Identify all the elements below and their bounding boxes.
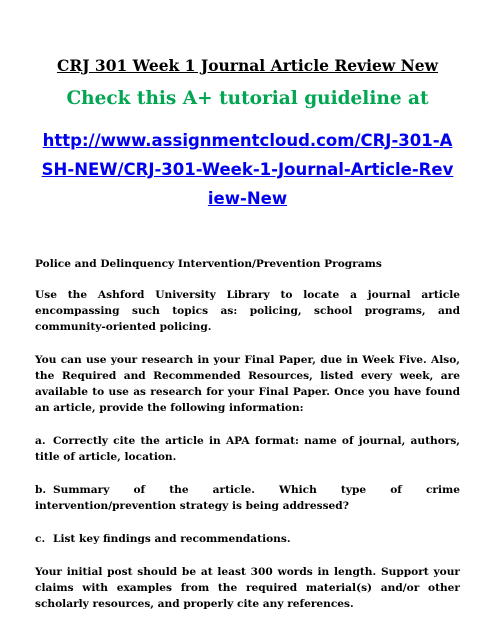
list-item-c — [35, 531, 460, 547]
list-item-c-letter: c. — [35, 533, 46, 545]
research-paragraph: You can use your research in your Final Paper, due in Week Five. Also, the Required and Recommended Resources, listed every week, are available to use as research for your Final Paper. Once you have found an article, provide the following information: — [35, 354, 460, 414]
tutorial-link[interactable]: http://www.assignmentcloud.com/CRJ-301-ASH-NEW/CRJ-301-Week-1-Journal-Article-Review-New — [41, 131, 454, 208]
document-title: CRJ 301 Week 1 Journal Article Review New — [56, 56, 439, 75]
closing-paragraph: Your initial post should be at least 300 words in length. Support your claims with examples from the required material(s) and/or other scholarly resources, and properly cite any references. — [35, 566, 460, 610]
intro-paragraph: Use the Ashford University Library to locate a journal article encompassing such topics as: policing, school programs, and community-oriented policing. — [35, 289, 460, 333]
list-item-a-text: Correctly cite the article in APA format: name of journal, authors, title of article, location. — [35, 435, 460, 463]
list-item-b — [35, 482, 460, 514]
list-item-c-text: List key findings and recommendations. — [53, 533, 291, 545]
list-item-b-letter: b. — [35, 484, 47, 496]
list-item-b-text: Summary of the article. Which type of crime intervention/prevention strategy is being addressed? — [35, 484, 460, 512]
section-heading: Police and Delinquency Intervention/Prevention Programs — [35, 258, 382, 270]
document-body — [35, 256, 460, 629]
document-subtitle: Check this A+ tutorial guideline at — [66, 88, 429, 109]
list-item-a-letter: a. — [35, 435, 46, 447]
list-item-a — [35, 433, 460, 465]
